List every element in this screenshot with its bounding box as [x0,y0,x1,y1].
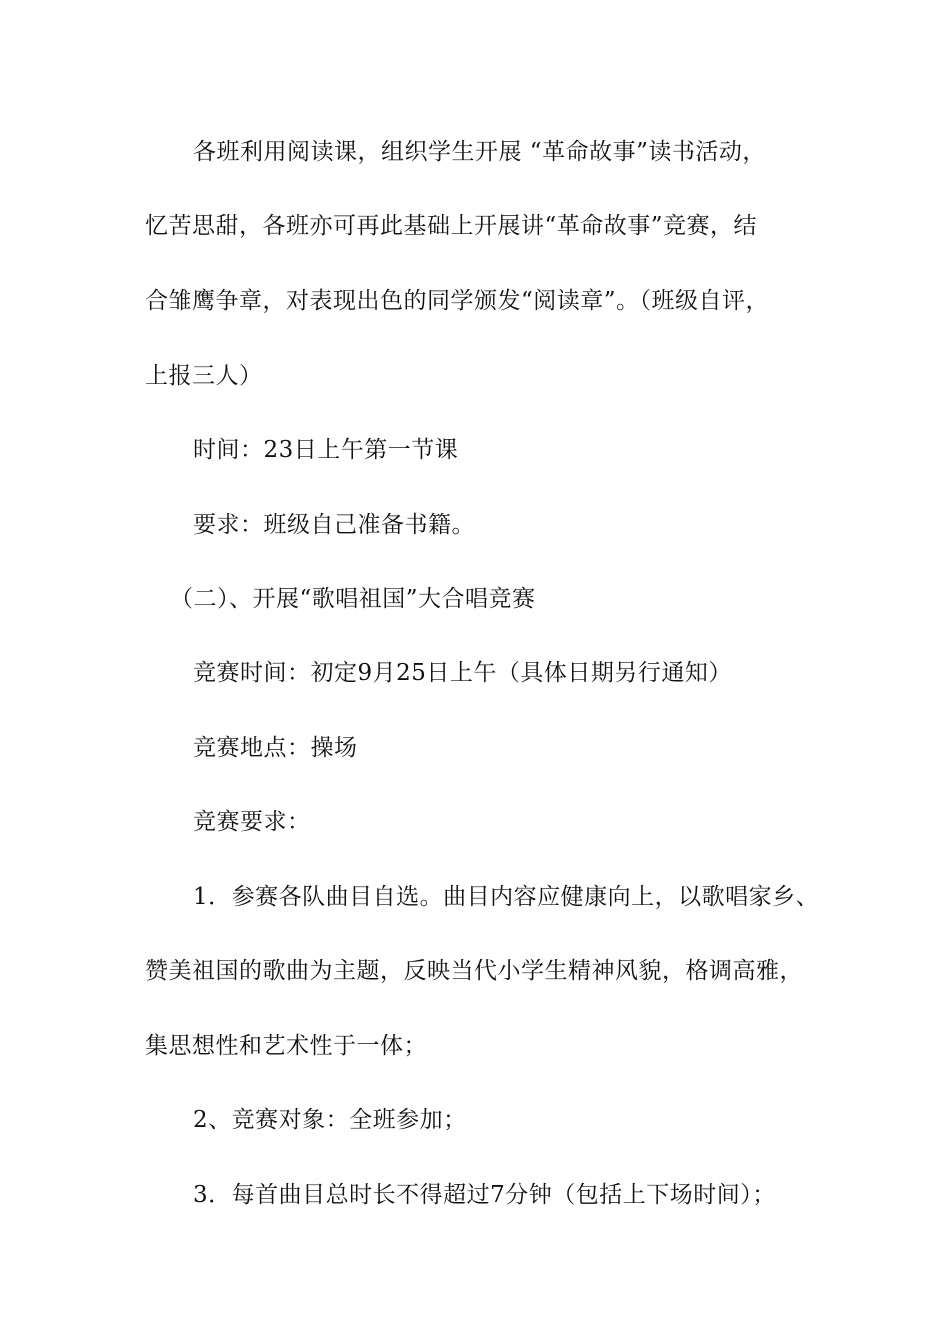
list-item-line: 赞美祖国的歌曲为主题，反映当代小学生精神风貌，格调高雅， [145,958,803,984]
paragraph-line: 忆苦思甜，各班亦可再此基础上开展讲“革命故事”竞赛，结 [145,213,758,239]
list-item-line: 2、竞赛对象：全班参加； [193,1107,467,1133]
list-item-line: 集思想性和艺术性于一体； [145,1033,427,1059]
paragraph-line: 合雏鹰争章，对表现出色的同学颁发“阅读章”。（班级自评， [145,288,770,314]
contest-location-line: 竞赛地点：操场 [193,735,358,761]
list-item-line: 3．每首曲目总时长不得超过7分钟（包括上下场时间）； [193,1182,776,1208]
list-item-line: 1．参赛各队曲目自选。曲目内容应健康向上，以歌唱家乡、 [193,884,820,910]
contest-time-line: 竞赛时间：初定9月25日上午（具体日期另行通知） [193,660,732,686]
time-line: 时间：23日上午第一节课 [193,437,459,463]
requirement-line: 要求：班级自己准备书籍。 [193,512,475,538]
paragraph-line: 各班利用阅读课，组织学生开展 “革命故事”读书活动， [193,139,766,165]
section-heading: （二）、开展“歌唱祖国”大合唱竞赛 [170,586,536,612]
paragraph-line: 上报三人） [145,363,263,389]
contest-requirements-heading: 竞赛要求： [193,809,311,835]
